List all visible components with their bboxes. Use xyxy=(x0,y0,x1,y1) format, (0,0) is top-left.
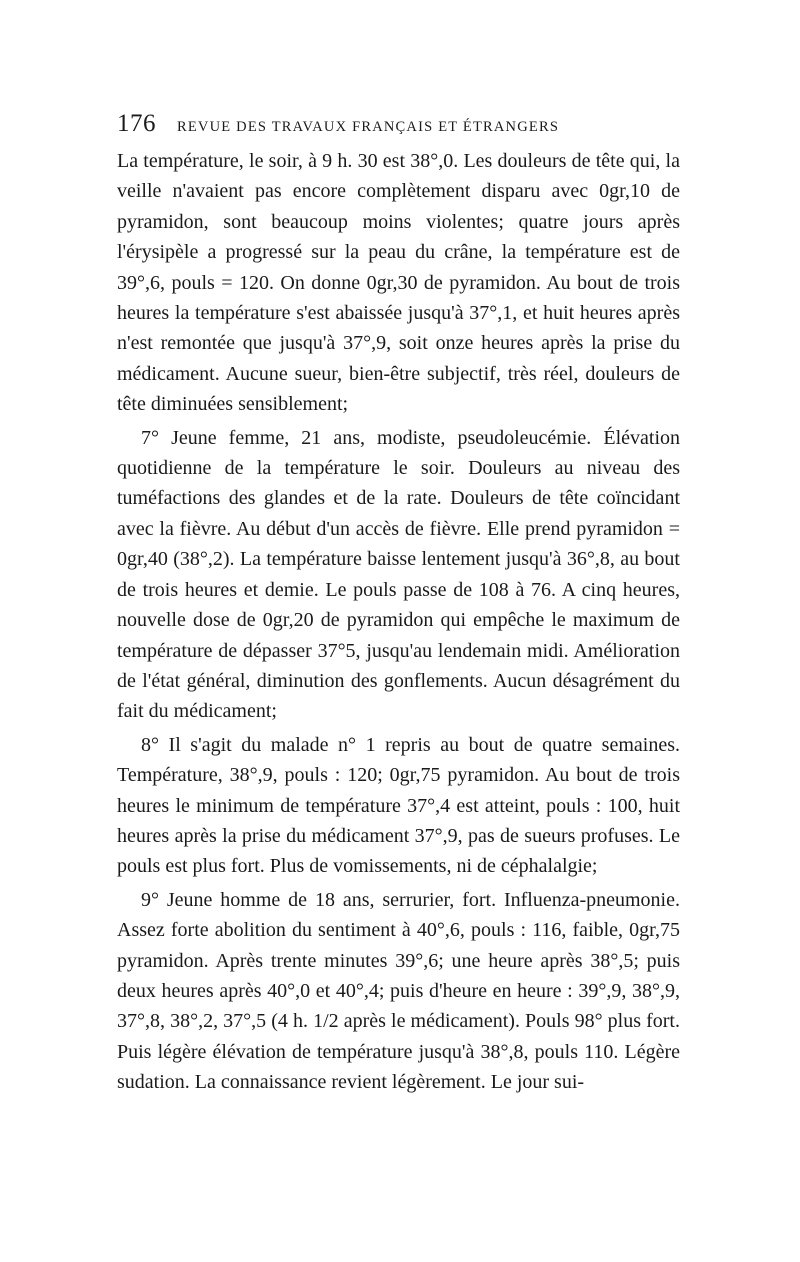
document-page xyxy=(117,110,680,1098)
page-number: 176 xyxy=(117,110,156,137)
paragraph-case-7: 7° Jeune femme, 21 ans, modiste, pseudoleucémie. Élévation quotidienne de la température le soir. Douleurs au niveau des tuméfactions des glandes et de la rate. Douleurs de tête coïncidant avec la fièvre. Au début d'un accès de fièvre. Elle prend pyramidon = 0gr,40 (38°,2). La température baisse lentement jusqu'à 36°,8, au bout de trois heures et demie. Le pouls passe de 108 à 76. A cinq heures, nouvelle dose de 0gr,20 de pyramidon qui empêche le maximum de température de dépasser 37°5, jusqu'au lendemain midi. Amélioration de l'état général, diminution des gonflements. Aucun désagrément du fait du médicament; xyxy=(117,426,680,723)
paragraph-case-9: 9° Jeune homme de 18 ans, serrurier, fort. Influenza-pneumonie. Assez forte abolition du sentiment à 40°,6, pouls : 116, faible, 0gr,75 pyramidon. Après trente minutes 39°,6; une heure après 38°,5; puis deux heures après 40°,0 et 40°,4; puis d'heure en heure : 39°,9, 38°,9, 37°,8, 38°,2, 37°,5 (4 h. 1/2 après le médicament). Pouls 98° plus fort. Puis légère élévation de température jusqu'à 38°,8, pouls 110. Légère sudation. La connaissance revient légèrement. Le jour sui- xyxy=(117,888,680,1094)
paragraph-case-8: 8° Il s'agit du malade n° 1 repris au bout de quatre semaines. Température, 38°,9, pouls : 120; 0gr,75 pyramidon. Au bout de trois heures le minimum de température 37°,4 est atteint, pouls : 100, huit heures après la prise du médicament 37°,9, pas de sueurs profuses. Le pouls est plus fort. Plus de vomissements, ni de céphalalgie; xyxy=(117,733,680,878)
running-head: REVUE DES TRAVAUX FRANÇAIS ET ÉTRANGERS xyxy=(177,119,560,135)
paragraph-temperature: La température, le soir, à 9 h. 30 est 38°,0. Les douleurs de tête qui, la veille n'avaient pas encore complètement disparu avec 0gr,10 de pyramidon, sont beaucoup moins violentes; quatre jours après l'érysipèle a progressé sur la peau du crâne, la température est de 39°,6, pouls = 120. On donne 0gr,30 de pyramidon. Au bout de trois heures la température s'est abaissée jusqu'à 37°,1, et huit heures après n'est remontée que jusqu'à 37°,9, soit onze heures après la prise du médicament. Aucune sueur, bien-être subjectif, très réel, douleurs de tête diminuées sensiblement; xyxy=(117,150,680,416)
body-text xyxy=(117,146,680,1098)
page-header xyxy=(117,110,680,146)
